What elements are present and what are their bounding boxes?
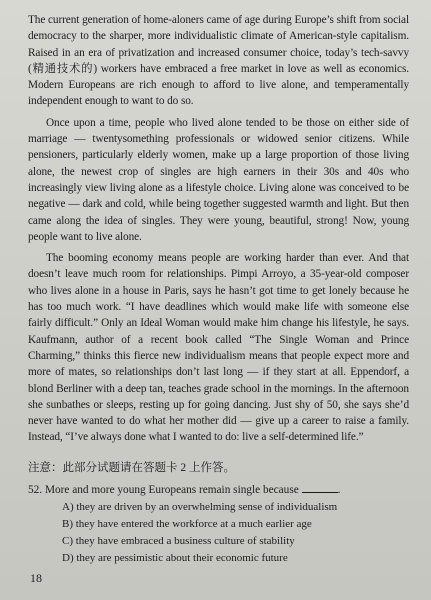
answer-sheet-note: 注意：此部分试题请在答题卡 2 上作答。 bbox=[28, 461, 235, 474]
option-c: C) they have embraced a business culture of stability bbox=[62, 534, 295, 547]
question-stem-end: . bbox=[337, 483, 341, 496]
passage-paragraph-2: Once upon a time, people who lived alone tended to be those on either side of marriage — twentysomething professionals or widowed senior citizens. While pensioners, particularly elderly women, make up a large proportion of those living alone, the newest crop of singles are high earners in their 30s and 40s who increasingly view living alone as a lifestyle choice. Living alone was conceived to be negative — dark and cold, while being together suggested warmth and light. But then came along the idea of singles. They were young, beautiful, strong! Now, young people want to live alone. bbox=[28, 116, 409, 243]
answer-blank bbox=[302, 482, 338, 493]
option-b: B) they have entered the workforce at a much earlier age bbox=[62, 517, 312, 530]
passage-paragraph-1: The current generation of home-aloners came of age during Europe’s shift from social democracy to the sharper, more individualistic climate of American-style capitalism. Raised in an era of privatization and increased consumer choice, today’s tech-savvy (精通技术的) workers have embraced a free market in love as well as economics. Modern Europeans are rich enough to afford to live alone, and temperamentally independent enough to want to do so. bbox=[28, 14, 409, 108]
answer-options bbox=[28, 499, 409, 567]
passage-paragraph-3: The booming economy means people are working harder than ever. And that doesn’t leave much room for relationships. Pimpi Arroyo, a 35-year-old composer who lives alone in a house in Paris, says he hasn’t got time to get lonely because he has too much work. “I have deadlines which would make life with someone else fairly difficult.” Only an Ideal Woman would make him change his lifestyle, he says. Kaufmann, author of a recent book called “The Single Woman and Prince Charming,” thinks this fierce new individualism means that people expect more and more of mates, so relationships don’t last long — if they start at all. Eppendorf, a blond Berliner with a deep tan, teaches grade school in the mornings. In the afternoon she sunbathes or sleeps, resting up for going dancing. Just shy of 50, she says she’d never have wanted to do what her mother did — give up a career to raise a family. Instead, “I’ve always done what I wanted to do: live a self-determined life.” bbox=[28, 252, 409, 444]
page-number: 18 bbox=[30, 571, 42, 585]
question-stem bbox=[28, 482, 409, 499]
option-a: A) they are driven by an overwhelming sense of individualism bbox=[62, 500, 338, 513]
question-stem-text: 52. More and more young Europeans remain single because bbox=[28, 483, 299, 496]
option-d: D) they are pessimistic about their economic future bbox=[62, 551, 288, 564]
